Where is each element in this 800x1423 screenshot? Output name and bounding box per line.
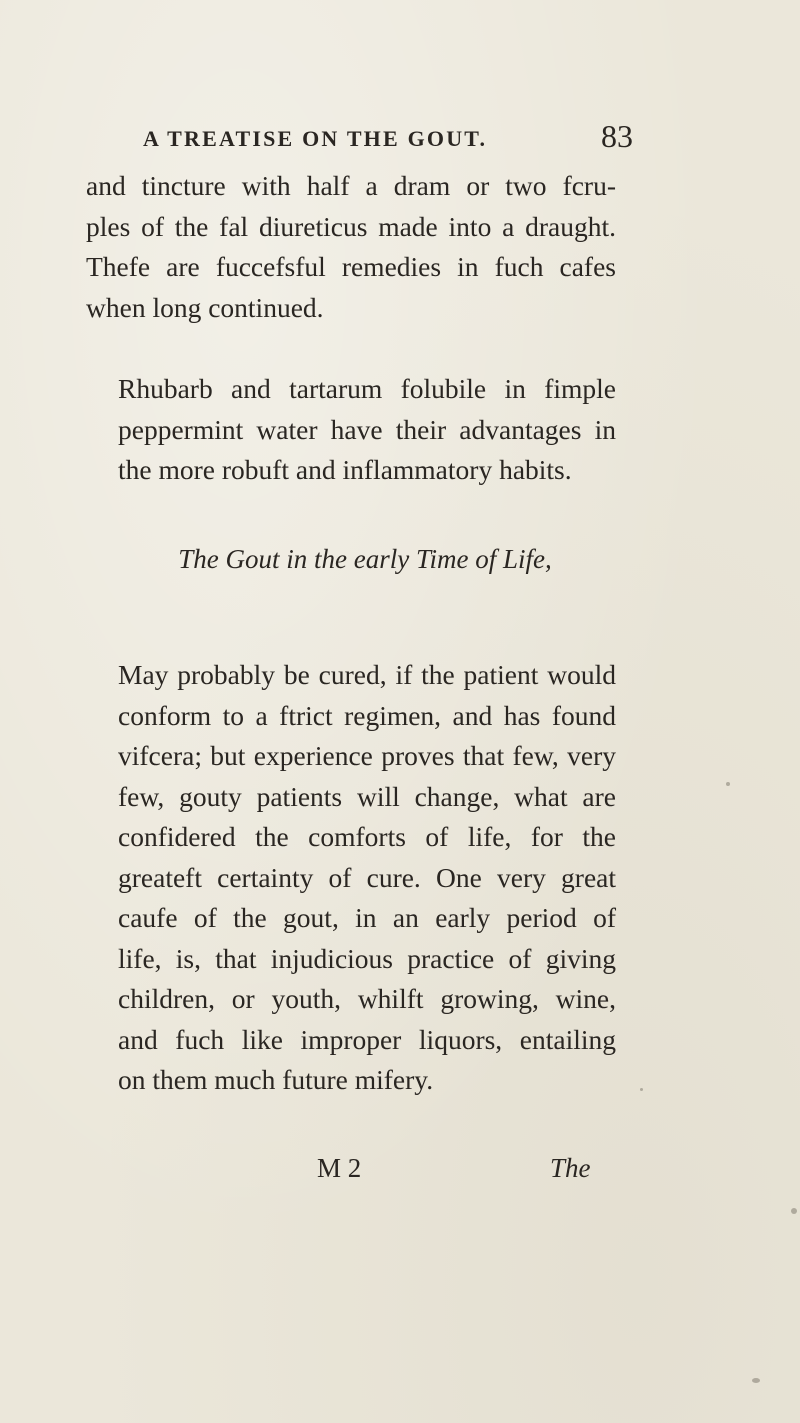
catchword: The (550, 1153, 591, 1183)
section-paragraph (86, 655, 616, 1101)
paper-speck (752, 1378, 760, 1383)
text-line: greateft certainty of cure. One very great (118, 861, 616, 893)
text-line: when long continued. (86, 291, 324, 323)
page-header (143, 118, 633, 162)
text-line: Rhubarb and tartarum folubile in fimple (118, 373, 616, 404)
paper-speck (640, 1088, 643, 1091)
text-line: life, is, that injudicious practice of giving (118, 942, 616, 974)
text-line: Thefe are fuccefsful remedies in fuch cafes (86, 251, 616, 282)
paper-speck (726, 782, 730, 786)
text-line: confidered the comforts of life, for the (118, 821, 616, 852)
paragraph-1 (86, 166, 616, 328)
text-line: and fuch like improper liquors, entailing (118, 1023, 616, 1055)
page-footer (0, 1153, 800, 1193)
text-line: conform to a ftrict regimen, and has found (118, 699, 616, 731)
page-number: 83 (601, 118, 633, 154)
paragraph-2 (86, 369, 616, 491)
signature-mark: M 2 (317, 1153, 362, 1183)
section-heading (0, 544, 800, 575)
text-line: the more robuft and inflammatory habits. (118, 454, 572, 485)
text-line: few, gouty patients will change, what are (118, 780, 616, 812)
text-line: May probably be cured, if the patient would (118, 659, 616, 690)
text-line: vifcera; but experience proves that few, very (118, 740, 616, 771)
text-line: ples of the fal diureticus made into a draught. (86, 210, 616, 242)
text-line: peppermint water have their advantages in (118, 413, 616, 445)
text-line: children, or youth, whilft growing, wine, (118, 983, 616, 1014)
text-line: caufe of the gout, in an early period of (118, 902, 616, 933)
section-heading-text: The Gout in the early Time of Life, (178, 544, 552, 574)
text-line: on them much future mifery. (118, 1064, 434, 1095)
text-line: and tincture with half a dram or two fcru- (86, 170, 616, 201)
running-title: A TREATISE ON THE GOUT. (143, 126, 488, 151)
paper-speck (791, 1208, 797, 1214)
